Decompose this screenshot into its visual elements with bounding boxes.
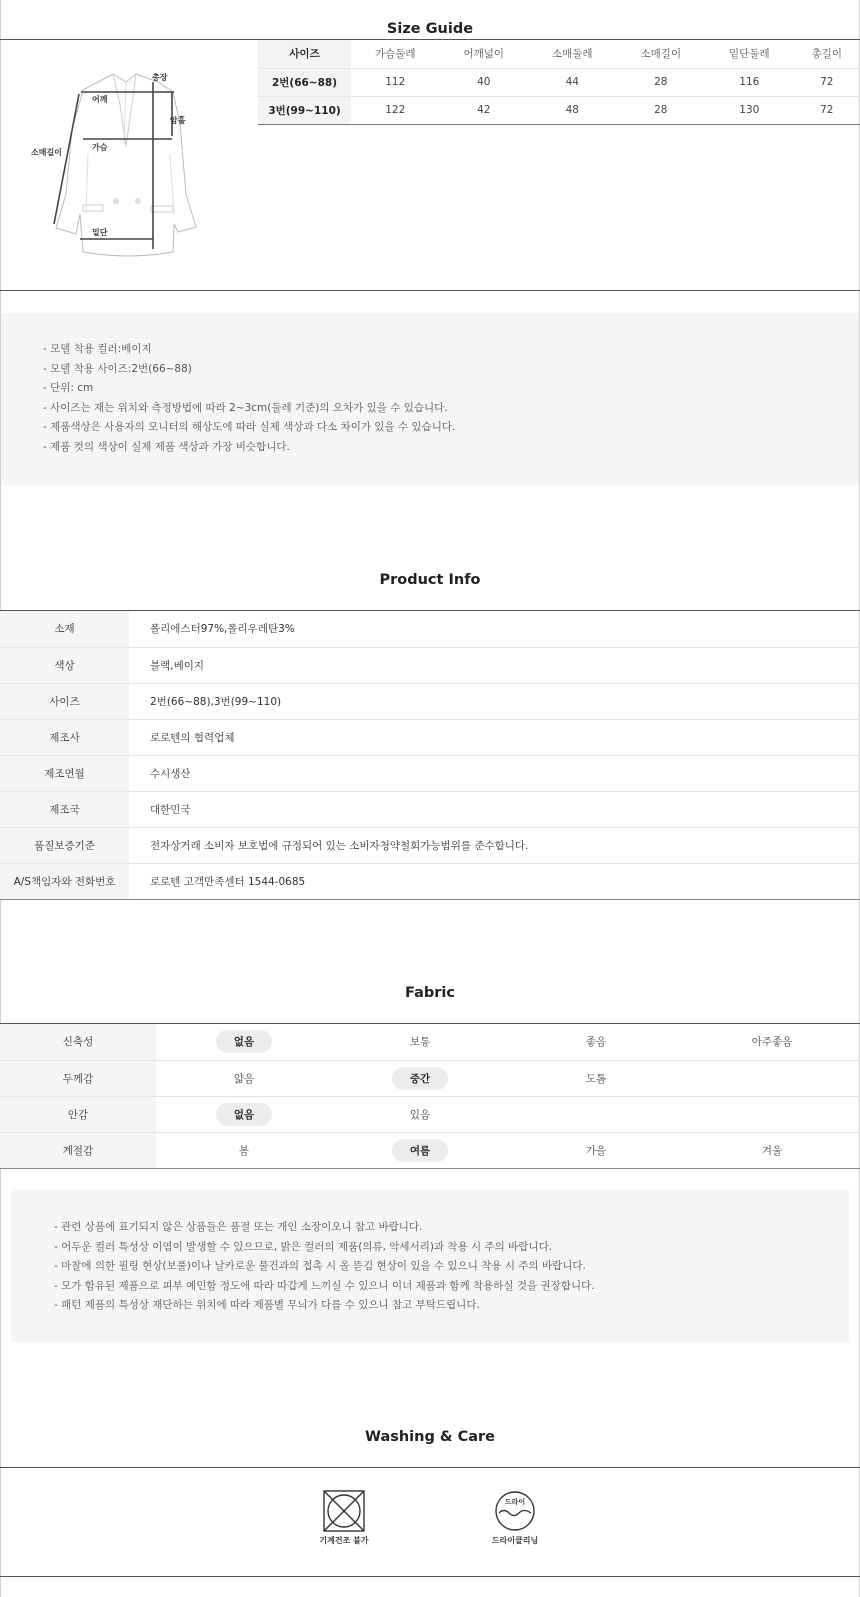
size-cell: 72 <box>794 96 860 124</box>
info-row <box>0 719 860 755</box>
info-label: 사이즈 <box>0 683 129 719</box>
fabric-table <box>0 1024 860 1169</box>
size-guide-title: Size Guide <box>386 21 474 37</box>
info-row <box>0 791 860 827</box>
size-col-header: 소매둘레 <box>528 40 617 68</box>
info-label: 제조사 <box>0 719 129 755</box>
armhole-label: 암홀 <box>170 116 186 125</box>
size-cell: 40 <box>440 68 529 96</box>
fabric-option <box>754 1073 790 1081</box>
fabric-option-cell <box>332 1024 508 1060</box>
fabric-option-cell <box>508 1096 684 1132</box>
size-col-header: 소매길이 <box>617 40 706 68</box>
size-table-row <box>258 68 860 96</box>
product-info-table <box>0 611 860 900</box>
note-item: - 어두운 컬러 특성상 이염이 발생할 수 있으므로, 밝은 컬러의 제품(의류, 악세서리)과 착용 시 주의 바랍니다. <box>54 1240 553 1253</box>
info-value: 로로텐 고객만족센터 1544-0685 <box>129 863 860 899</box>
size-table <box>258 40 860 125</box>
fabric-option: 좋음 <box>585 1036 607 1049</box>
fabric-notes-box <box>11 1189 849 1342</box>
info-label: A/S책임자와 전화번호 <box>0 863 129 899</box>
total-length-label: 총장 <box>152 73 168 82</box>
size-cell: 42 <box>440 96 529 124</box>
info-row <box>0 827 860 863</box>
fabric-option <box>754 1109 790 1117</box>
size-cell: 28 <box>617 68 706 96</box>
size-cell: 116 <box>705 68 794 96</box>
info-row <box>0 611 860 647</box>
fabric-option-cell <box>508 1132 684 1168</box>
size-table-row <box>258 96 860 124</box>
size-table-corner: 사이즈 <box>258 40 351 68</box>
note-item: - 관련 상품에 표기되지 않은 상품들은 품절 또는 개인 소장이오니 참고 바랍니다. <box>54 1221 423 1233</box>
product-info-title: Product Info <box>379 572 481 588</box>
fabric-option-selected: 여름 <box>392 1139 448 1162</box>
size-cell: 72 <box>794 68 860 96</box>
size-notes-list <box>43 340 859 457</box>
fabric-option: 아주좋음 <box>751 1036 793 1049</box>
fabric-option: 도톰 <box>585 1072 607 1085</box>
fabric-option-selected: 중간 <box>392 1067 448 1090</box>
fabric-option-cell <box>684 1132 860 1168</box>
fabric-option-cell <box>508 1060 684 1096</box>
fabric-option-cell <box>332 1060 508 1096</box>
washing-bottom-rule <box>0 1576 860 1577</box>
size-cell: 130 <box>705 96 794 124</box>
fabric-row-label: 계절감 <box>0 1132 156 1168</box>
fabric-option-cell <box>684 1096 860 1132</box>
fabric-option-cell <box>156 1060 332 1096</box>
fabric-option: 보통 <box>409 1036 431 1049</box>
fabric-row <box>0 1060 860 1096</box>
size-col-header: 가슴둘레 <box>351 40 440 68</box>
note-item: - 모델 착용 컬러:베이지 <box>43 343 152 355</box>
fabric-row <box>0 1096 860 1132</box>
info-label: 품질보증기준 <box>0 827 129 863</box>
fabric-row <box>0 1132 860 1168</box>
info-value: 전자상거래 소비자 보호법에 규정되어 있는 소비자청약철회가능범위를 준수합니다. <box>129 827 860 863</box>
fabric-option-cell <box>332 1132 508 1168</box>
size-col-header: 총길이 <box>794 40 860 68</box>
fabric-row <box>0 1024 860 1060</box>
info-value: 대한민국 <box>129 791 860 827</box>
size-col-header: 밑단둘레 <box>705 40 794 68</box>
info-value: 폴리에스터97%,폴리우레탄3% <box>129 611 860 647</box>
washing-top-rule <box>0 1467 860 1468</box>
fabric-row-label: 안감 <box>0 1096 156 1132</box>
size-col-header: 어깨넓이 <box>440 40 529 68</box>
size-row-label: 2번(66~88) <box>258 68 351 96</box>
info-value: 로로텐의 협력업체 <box>129 719 860 755</box>
info-row <box>0 647 860 683</box>
fabric-row-label: 신축성 <box>0 1024 156 1060</box>
jacket-size-diagram <box>28 64 228 264</box>
note-item: - 모가 함유된 제품으로 피부 예민함 정도에 따라 따갑게 느끼실 수 있으니 이너 제품과 함께 착용하실 것을 권장합니다. <box>54 1279 595 1292</box>
info-label: 소재 <box>0 611 129 647</box>
size-cell: 28 <box>617 96 706 124</box>
care-caption: 드라이클리닝 <box>491 1536 539 1545</box>
fabric-option: 얇음 <box>233 1072 255 1085</box>
info-label: 색상 <box>0 647 129 683</box>
fabric-option-cell <box>156 1132 332 1168</box>
chest-label: 가슴 <box>92 143 108 152</box>
fabric-option-cell <box>684 1024 860 1060</box>
fabric-option-cell <box>156 1096 332 1132</box>
info-row <box>0 683 860 719</box>
fabric-row-label: 두께감 <box>0 1060 156 1096</box>
dry-clean-badge: 드라이 <box>504 1498 526 1506</box>
washing-title: Washing & Care <box>364 1429 496 1445</box>
size-cell: 48 <box>528 96 617 124</box>
info-value: 블랙,베이지 <box>129 647 860 683</box>
fabric-option-cell <box>156 1024 332 1060</box>
dry-clean-symbol <box>493 1489 537 1533</box>
fabric-option-selected: 없음 <box>216 1103 272 1126</box>
note-item: - 제품 컷의 색상이 실제 제품 색상과 가장 비슷합니다. <box>43 440 290 453</box>
jacket-outline-icon <box>28 64 228 264</box>
size-cell: 44 <box>528 68 617 96</box>
fabric-option <box>578 1109 614 1117</box>
fabric-option: 봄 <box>238 1144 250 1157</box>
size-row-label: 3번(99~110) <box>258 96 351 124</box>
info-row <box>0 863 860 899</box>
fabric-option-cell <box>332 1096 508 1132</box>
fabric-notes-list <box>54 1218 849 1316</box>
care-item-dry-clean <box>470 1489 560 1546</box>
fabric-option: 있음 <box>409 1108 431 1121</box>
info-value: 2번(66~88),3번(99~110) <box>129 683 860 719</box>
fabric-title: Fabric <box>405 985 455 1001</box>
no-tumble-dry-icon <box>322 1489 366 1533</box>
info-label: 제조연월 <box>0 755 129 791</box>
note-item: - 패턴 제품의 특성상 재단하는 위치에 따라 제품별 무늬가 다를 수 있으니 참고 부탁드립니다. <box>54 1299 480 1311</box>
size-notes-box <box>1 313 859 485</box>
fabric-option-cell <box>684 1060 860 1096</box>
size-guide-bottom-rule <box>0 290 860 291</box>
fabric-option-cell <box>508 1024 684 1060</box>
note-item: - 마찰에 의한 필링 현상(보풀)이나 날카로운 물건과의 접촉 시 올 뜯김 현상이 있을 수 있으니 착용 시 주의 바랍니다. <box>54 1260 586 1272</box>
size-table-header-row <box>258 40 860 68</box>
note-item: - 단위: cm <box>43 382 94 394</box>
hem-label: 밑단 <box>92 228 108 237</box>
info-value: 수시생산 <box>129 755 860 791</box>
info-label: 제조국 <box>0 791 129 827</box>
note-item: - 제품색상은 사용자의 모니터의 해상도에 따라 실제 색상과 다소 차이가 있을 수 있습니다. <box>43 421 456 433</box>
sleeve-length-label: 소매길이 <box>31 148 62 157</box>
note-item: - 사이즈는 재는 위치와 측정방법에 따라 2~3cm(둘레 기준)의 오차가 있을 수 있습니다. <box>43 401 448 414</box>
size-cell: 112 <box>351 68 440 96</box>
info-row <box>0 755 860 791</box>
fabric-option-selected: 없음 <box>216 1030 272 1053</box>
care-caption: 기계건조 불가 <box>319 1536 369 1545</box>
care-item-no-tumble-dry <box>299 1489 389 1546</box>
note-item: - 모델 착용 사이즈:2번(66~88) <box>43 362 192 375</box>
size-cell: 122 <box>351 96 440 124</box>
shoulder-label: 어깨 <box>92 95 108 104</box>
fabric-option: 가을 <box>585 1144 607 1157</box>
fabric-option: 겨울 <box>761 1144 783 1157</box>
dry-clean-icon <box>493 1489 537 1533</box>
